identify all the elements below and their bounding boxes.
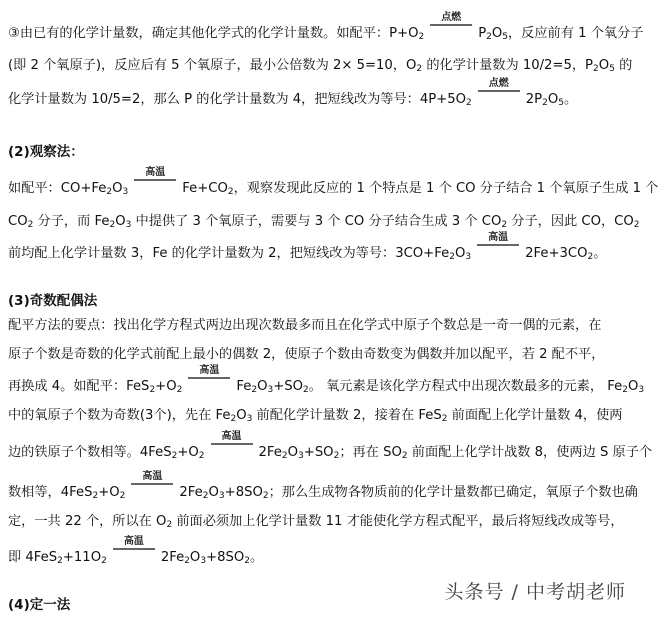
text-run: 化学计量数为 10/5=2，那么 P 的化学计量数为 4，把短线改为等号：4P+5O <box>8 92 467 107</box>
paragraph-line <box>8 512 624 532</box>
text-run: 。 <box>249 550 264 565</box>
text-run: O <box>112 181 123 196</box>
subscript: 2 <box>401 451 408 461</box>
reaction-condition-arrow <box>205 431 259 458</box>
text-run: (即 2 个氧原子)，反应后有 5 个氧原子，最小公倍数为 2× 5=10，O <box>8 58 417 73</box>
text-run: 。 <box>563 92 578 107</box>
text-run: O <box>547 92 559 107</box>
paragraph-line <box>8 406 623 426</box>
text-run: +8SO <box>224 485 263 500</box>
paragraph-line <box>8 78 578 110</box>
text-run: ；再在 SO <box>339 445 402 460</box>
text-run: O <box>115 214 126 229</box>
subscript: 2 <box>303 385 309 395</box>
text-run: 前均配上化学计量数 3，Fe 的化学计量数为 2，把短线改为等号：3CO+Fe <box>8 246 450 261</box>
text-run: 中提供了 3 个氧原子，需要与 3 个 CO 分子结合生成 3 个 CO <box>131 214 502 229</box>
subscript: 2 <box>101 556 107 566</box>
subscript: 5 <box>609 64 615 74</box>
text-run: O <box>189 550 201 565</box>
text-run: O <box>627 379 639 394</box>
text-run: 2Fe <box>258 445 282 460</box>
text-run: O <box>598 58 610 73</box>
text-run: 再换成 4。如配平：FeS <box>8 379 150 394</box>
condition-bar <box>188 377 230 379</box>
reaction-condition-label: 高温 <box>142 471 163 482</box>
text-run: 2Fe <box>160 550 185 565</box>
text-run: 中的氧原子个数为奇数(3个)，先在 Fe <box>8 408 231 423</box>
subscript: 2 <box>244 556 250 566</box>
text-run: (4)定一法 <box>8 597 71 613</box>
paragraph-line <box>8 316 601 336</box>
paragraph-line <box>8 232 607 264</box>
subscript: 2 <box>166 520 173 530</box>
subscript: 2 <box>501 220 508 230</box>
text-run: 2P <box>525 92 543 107</box>
subscript: 2 <box>27 220 34 230</box>
text-run: O <box>236 408 247 423</box>
subscript: 2 <box>119 491 126 501</box>
text-run: +O <box>177 445 199 460</box>
subscript: 2 <box>486 32 492 42</box>
reaction-condition-arrow <box>472 78 526 105</box>
paragraph-line <box>8 345 604 365</box>
text-run: 数相等，4FeS <box>8 485 93 500</box>
text-run: +8SO <box>206 550 245 565</box>
paragraph-line <box>8 12 644 44</box>
text-run: O <box>491 26 503 41</box>
text-run: 。 <box>593 246 607 261</box>
reaction-condition-arrow <box>107 536 161 563</box>
subscript: 2 <box>106 187 113 197</box>
subscript: 2 <box>416 64 423 74</box>
subscript: 2 <box>109 220 116 230</box>
subscript: 2 <box>587 252 594 262</box>
subscript: 2 <box>441 414 448 424</box>
text-run: 前配化学计量数 2，接着在 FeS <box>252 408 442 423</box>
paragraph-line <box>8 431 653 463</box>
reaction-condition-arrow <box>471 232 525 259</box>
subscript: 3 <box>298 451 304 461</box>
paragraph-line <box>8 212 639 232</box>
subscript: 5 <box>558 98 564 108</box>
subscript: 2 <box>466 98 472 108</box>
reaction-condition-arrow <box>128 167 182 194</box>
text-run: 。 氧元素是该化学方程式中出现次数最多的元素， Fe <box>308 379 623 394</box>
section-heading <box>8 142 84 162</box>
subscript: 3 <box>218 491 225 501</box>
text-run: O <box>287 445 299 460</box>
reaction-condition-arrow <box>182 365 236 392</box>
reaction-condition-label: 高温 <box>145 167 166 178</box>
text-run: ，观察发现此反应的 1 个特点是 1 个 CO 分子结合 1 个氧原子生成 1 个 <box>233 181 658 196</box>
text-run: 前面配上化学计战数 8，使两边 S 原子个 <box>407 445 653 460</box>
text-run: +O <box>98 485 120 500</box>
subscript: 2 <box>542 98 548 108</box>
text-run: 配平方法的要点：找出化学方程式两边出现次数最多而且在化学式中原子个数总是一奇一偶的元素，在 <box>8 318 602 333</box>
subscript: 3 <box>638 385 645 395</box>
condition-bar <box>430 24 472 26</box>
subscript: 2 <box>262 491 269 501</box>
text-run: 如配平：CO+Fe <box>8 181 107 196</box>
paragraph-line <box>8 167 658 199</box>
text-run: +11O <box>62 550 102 565</box>
condition-bar <box>477 244 519 246</box>
text-run: 边的铁原子个数相等。4FeS <box>8 445 172 460</box>
text-run: ，反应前有 1 个氧分子 <box>508 26 644 41</box>
subscript: 2 <box>202 491 209 501</box>
subscript: 2 <box>449 252 455 262</box>
text-run: 定，一共 22 个，所以在 O <box>8 514 167 529</box>
text-run: CO <box>8 214 28 229</box>
subscript: 3 <box>246 414 253 424</box>
text-run: (2)观察法： <box>8 144 84 160</box>
subscript: 2 <box>198 451 205 461</box>
subscript: 2 <box>230 414 237 424</box>
text-run: O <box>454 246 466 261</box>
text-run: 分子，而 Fe <box>33 214 110 229</box>
subscript: 2 <box>633 220 640 230</box>
subscript: 2 <box>149 385 156 395</box>
text-run: 2Fe <box>179 485 203 500</box>
subscript: 2 <box>184 556 190 566</box>
subscript: 2 <box>57 556 63 566</box>
reaction-condition-arrow <box>424 12 478 39</box>
text-run: O <box>257 379 268 394</box>
text-run: +SO <box>303 445 334 460</box>
paragraph-line <box>8 56 632 76</box>
text-run: (3)奇数配偶法 <box>8 293 98 309</box>
condition-bar <box>113 548 155 550</box>
condition-bar <box>134 179 176 181</box>
subscript: 3 <box>200 556 207 566</box>
paragraph-line <box>8 365 645 397</box>
subscript: 2 <box>333 451 340 461</box>
subscript: 2 <box>176 385 183 395</box>
text-run: 2Fe+3CO <box>525 246 588 261</box>
subscript: 3 <box>122 187 129 197</box>
subscript: 5 <box>502 32 508 42</box>
paragraph-line <box>8 471 638 503</box>
subscript: 2 <box>92 491 99 501</box>
subscript: 3 <box>267 385 274 395</box>
text-run: +O <box>155 379 177 394</box>
text-run: O <box>208 485 219 500</box>
subscript: 2 <box>622 385 628 395</box>
watermark-text: 头条号 / 中考胡老师 <box>444 581 626 603</box>
condition-bar <box>478 90 520 92</box>
text-run: +SO <box>273 379 303 394</box>
text-run: ；那么生成物各物质前的化学计量数都已确定，氧原子个数也确 <box>268 485 638 500</box>
subscript: 2 <box>281 451 288 461</box>
text-run: 即 4FeS <box>8 550 58 565</box>
text-run: 的化学计量数为 10/2=5，P <box>422 58 594 73</box>
text-run: 原子个数是奇数的化学式前配上最小的偶数 2，使原子个数由奇数变为偶数并加以配平，若 2 配不平， <box>8 347 605 362</box>
paragraph-line <box>8 536 264 568</box>
section-heading <box>8 291 97 311</box>
subscript: 2 <box>227 187 234 197</box>
subscript: 2 <box>251 385 258 395</box>
text-run: 前面配上化学计量数 4，使两 <box>447 408 623 423</box>
text-run: ③由已有的化学计量数，确定其他化学式的化学计量数。如配平：P+O <box>8 26 419 41</box>
text-run: 前面必须加上化学计量数 11 才能使化学方程式配平，最后将短线改成等号， <box>172 514 624 529</box>
reaction-condition-label: 高温 <box>488 232 509 243</box>
subscript: 2 <box>171 451 178 461</box>
reaction-condition-arrow <box>125 471 179 498</box>
condition-bar <box>211 443 253 445</box>
reaction-condition-label: 高温 <box>199 365 220 376</box>
condition-bar <box>131 483 173 485</box>
reaction-condition-label: 高温 <box>123 536 144 547</box>
subscript: 3 <box>465 252 472 262</box>
section-heading <box>8 595 70 615</box>
text-run: P <box>478 26 487 41</box>
text-run: Fe <box>236 379 252 394</box>
reaction-condition-label: 高温 <box>221 431 242 442</box>
text-run: Fe+CO <box>182 181 228 196</box>
subscript: 3 <box>125 220 132 230</box>
reaction-condition-label: 点燃 <box>488 78 509 89</box>
reaction-condition-label: 点燃 <box>441 12 462 23</box>
subscript: 2 <box>593 64 599 74</box>
text-run: 分子，因此 CO，CO <box>507 214 634 229</box>
subscript: 2 <box>418 32 425 42</box>
text-run: 的 <box>614 58 633 73</box>
